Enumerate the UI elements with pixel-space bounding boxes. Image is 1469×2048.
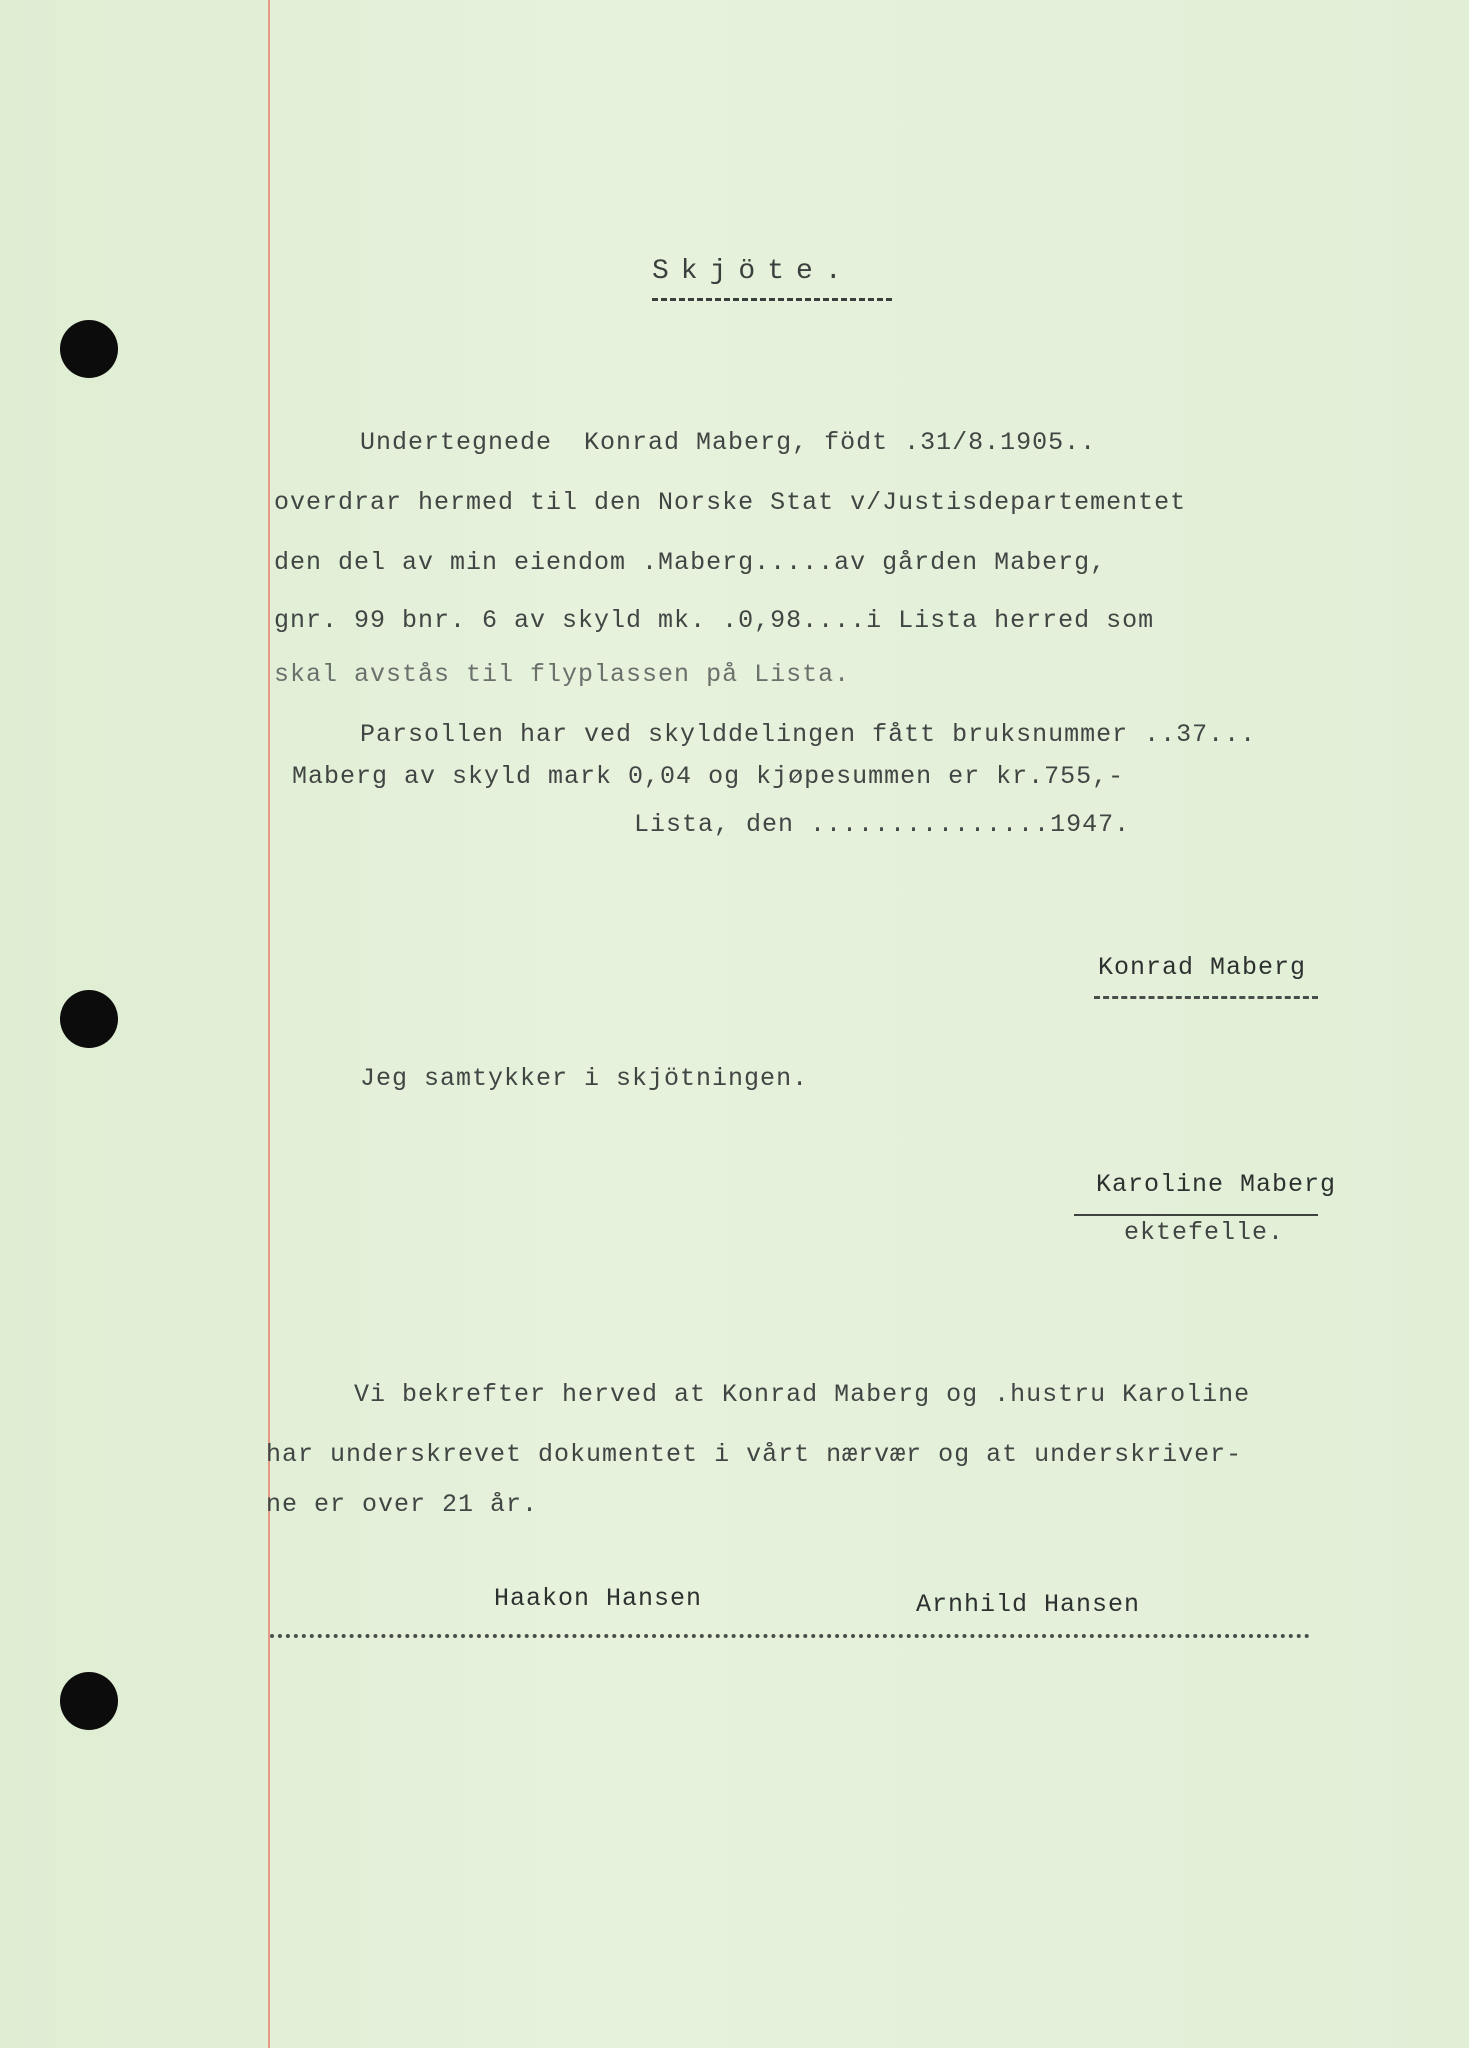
punch-hole-top: [60, 320, 118, 378]
body-line-1: Undertegnede Konrad Maberg, födt .31/8.1905..: [360, 428, 1097, 457]
witness-signature-line: [270, 1634, 1310, 1638]
witness-signature-1: Haakon Hansen: [494, 1584, 703, 1613]
body-line-6: Parsollen har ved skylddelingen fått bruksnummer ..37...: [360, 720, 1257, 749]
consent-text: Jeg samtykker i skjötningen.: [360, 1064, 809, 1093]
body-line-4: gnr. 99 bnr. 6 av skyld mk. .0,98....i Lista herred som: [274, 606, 1155, 635]
body-line-8: Lista, den ...............1947.: [634, 810, 1131, 839]
owner-signature-line: [1094, 996, 1318, 999]
title-underline: [652, 298, 892, 301]
witness-line-2: har underskrevet dokumentet i vårt nærvær og at underskriver-: [266, 1440, 1243, 1469]
owner-signature: Konrad Maberg: [1098, 953, 1307, 982]
spouse-signature: Karoline Maberg: [1096, 1170, 1337, 1199]
body-line-2: overdrar hermed til den Norske Stat v/Justisdepartementet: [274, 488, 1187, 517]
spouse-role: ektefelle.: [1124, 1218, 1285, 1247]
spouse-signature-line: [1074, 1214, 1318, 1216]
body-line-5: skal avstås til flyplassen på Lista.: [274, 660, 851, 689]
punch-hole-bottom: [60, 1672, 118, 1730]
witness-line-3: ne er over 21 år.: [266, 1490, 539, 1519]
punch-hole-middle: [60, 990, 118, 1048]
witness-line-1: Vi bekrefter herved at Konrad Maberg og .hustru Karoline: [354, 1380, 1251, 1409]
margin-line: [268, 0, 270, 2048]
witness-signature-2: Arnhild Hansen: [916, 1590, 1141, 1619]
body-line-3: den del av min eiendom .Maberg.....av gården Maberg,: [274, 548, 1107, 577]
document-title: Skjöte.: [652, 256, 854, 287]
body-line-7: Maberg av skyld mark 0,04 og kjøpesummen er kr.755,-: [292, 762, 1125, 791]
